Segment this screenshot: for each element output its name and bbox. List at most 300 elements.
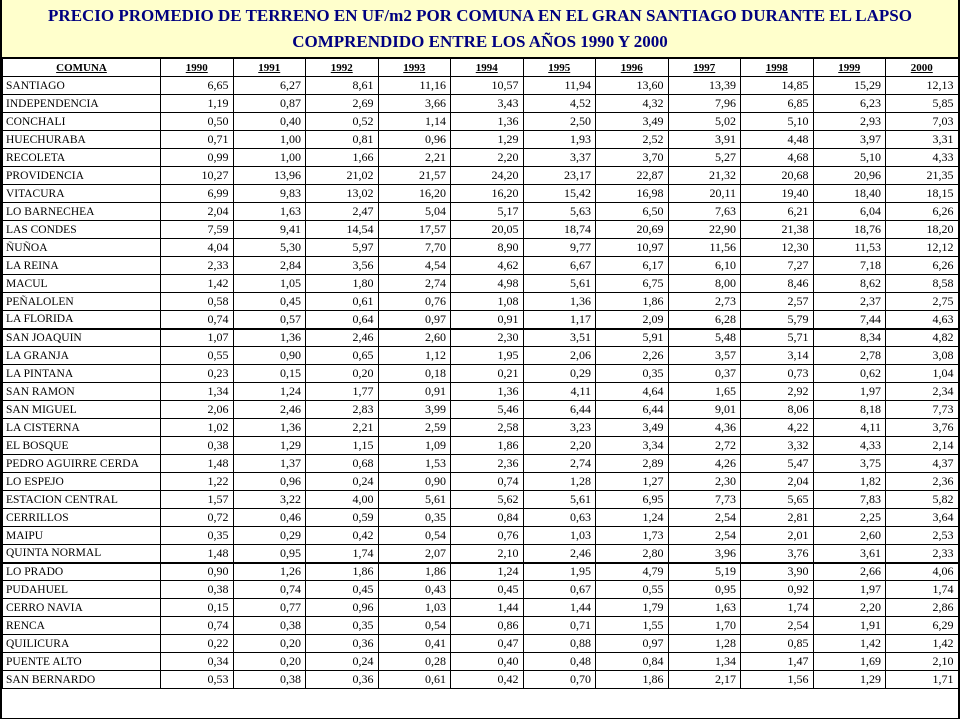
value-cell: 4,22 <box>741 419 814 437</box>
table-row <box>3 509 959 527</box>
value-cell: 5,85 <box>886 95 959 113</box>
value-cell: 0,24 <box>306 473 379 491</box>
value-cell: 0,47 <box>451 635 524 653</box>
table-row <box>3 599 959 617</box>
value-cell: 6,23 <box>813 95 886 113</box>
value-cell: 24,20 <box>451 167 524 185</box>
value-cell: 1,73 <box>596 527 669 545</box>
value-cell: 15,42 <box>523 185 596 203</box>
table-row <box>3 113 959 131</box>
value-cell: 0,46 <box>233 509 306 527</box>
column-header-year: 1998 <box>741 59 814 77</box>
value-cell: 4,32 <box>596 95 669 113</box>
value-cell: 1,29 <box>813 671 886 689</box>
value-cell: 2,37 <box>813 293 886 311</box>
value-cell: 0,95 <box>668 581 741 599</box>
value-cell: 5,48 <box>668 329 741 347</box>
value-cell: 6,10 <box>668 257 741 275</box>
value-cell: 0,91 <box>378 383 451 401</box>
value-cell: 2,07 <box>378 545 451 563</box>
value-cell: 2,54 <box>668 509 741 527</box>
value-cell: 0,45 <box>306 581 379 599</box>
value-cell: 4,11 <box>813 419 886 437</box>
value-cell: 3,49 <box>596 419 669 437</box>
value-cell: 4,48 <box>741 131 814 149</box>
value-cell: 1,44 <box>451 599 524 617</box>
value-cell: 1,86 <box>596 293 669 311</box>
value-cell: 0,64 <box>306 311 379 329</box>
value-cell: 1,42 <box>886 635 959 653</box>
table-row <box>3 257 959 275</box>
value-cell: 1,34 <box>668 653 741 671</box>
table-row <box>3 365 959 383</box>
value-cell: 1,03 <box>523 527 596 545</box>
value-cell: 3,64 <box>886 509 959 527</box>
table-row <box>3 275 959 293</box>
value-cell: 1,57 <box>161 491 234 509</box>
value-cell: 9,41 <box>233 221 306 239</box>
value-cell: 0,58 <box>161 293 234 311</box>
value-cell: 8,34 <box>813 329 886 347</box>
value-cell: 2,34 <box>886 383 959 401</box>
value-cell: 2,60 <box>813 527 886 545</box>
comuna-cell: PUENTE ALTO <box>3 653 161 671</box>
value-cell: 0,73 <box>741 365 814 383</box>
value-cell: 1,17 <box>523 311 596 329</box>
value-cell: 2,57 <box>741 293 814 311</box>
value-cell: 2,86 <box>886 599 959 617</box>
value-cell: 3,08 <box>886 347 959 365</box>
value-cell: 4,68 <box>741 149 814 167</box>
value-cell: 1,70 <box>668 617 741 635</box>
value-cell: 18,15 <box>886 185 959 203</box>
value-cell: 2,59 <box>378 419 451 437</box>
table-row <box>3 671 959 689</box>
value-cell: 0,71 <box>161 131 234 149</box>
value-cell: 0,35 <box>161 527 234 545</box>
value-cell: 2,06 <box>523 347 596 365</box>
value-cell: 0,38 <box>161 581 234 599</box>
value-cell: 0,41 <box>378 635 451 653</box>
value-cell: 1,69 <box>813 653 886 671</box>
value-cell: 18,40 <box>813 185 886 203</box>
value-cell: 1,71 <box>886 671 959 689</box>
value-cell: 5,65 <box>741 491 814 509</box>
value-cell: 7,70 <box>378 239 451 257</box>
title-line-1: PRECIO PROMEDIO DE TERRENO EN UF/m2 POR COMUNA EN EL GRAN SANTIAGO DURANTE EL LAPSO <box>48 6 912 25</box>
value-cell: 0,63 <box>523 509 596 527</box>
value-cell: 20,69 <box>596 221 669 239</box>
value-cell: 0,45 <box>233 293 306 311</box>
value-cell: 2,74 <box>523 455 596 473</box>
value-cell: 1,47 <box>741 653 814 671</box>
table-row <box>3 545 959 563</box>
value-cell: 2,78 <box>813 347 886 365</box>
value-cell: 1,82 <box>813 473 886 491</box>
value-cell: 3,75 <box>813 455 886 473</box>
value-cell: 0,28 <box>378 653 451 671</box>
comuna-cell: PUDAHUEL <box>3 581 161 599</box>
value-cell: 2,33 <box>886 545 959 563</box>
value-cell: 5,17 <box>451 203 524 221</box>
value-cell: 1,36 <box>233 419 306 437</box>
comuna-cell: SANTIAGO <box>3 77 161 95</box>
header-row <box>3 59 959 77</box>
table-row <box>3 617 959 635</box>
value-cell: 0,57 <box>233 311 306 329</box>
value-cell: 2,60 <box>378 329 451 347</box>
value-cell: 0,74 <box>451 473 524 491</box>
value-cell: 2,21 <box>378 149 451 167</box>
table-row <box>3 131 959 149</box>
table-row <box>3 329 959 347</box>
value-cell: 6,99 <box>161 185 234 203</box>
value-cell: 2,84 <box>233 257 306 275</box>
value-cell: 4,11 <box>523 383 596 401</box>
value-cell: 8,18 <box>813 401 886 419</box>
title-line-2: COMPRENDIDO ENTRE LOS AÑOS 1990 Y 2000 <box>292 32 668 51</box>
value-cell: 1,36 <box>233 329 306 347</box>
value-cell: 20,68 <box>741 167 814 185</box>
value-cell: 1,24 <box>451 563 524 581</box>
value-cell: 0,77 <box>233 599 306 617</box>
value-cell: 4,62 <box>451 257 524 275</box>
table-row <box>3 563 959 581</box>
value-cell: 6,17 <box>596 257 669 275</box>
value-cell: 0,59 <box>306 509 379 527</box>
value-cell: 5,62 <box>451 491 524 509</box>
value-cell: 9,83 <box>233 185 306 203</box>
column-header-year: 1990 <box>161 59 234 77</box>
comuna-cell: PEÑALOLEN <box>3 293 161 311</box>
value-cell: 5,19 <box>668 563 741 581</box>
value-cell: 12,30 <box>741 239 814 257</box>
value-cell: 2,83 <box>306 401 379 419</box>
value-cell: 5,71 <box>741 329 814 347</box>
value-cell: 8,58 <box>886 275 959 293</box>
value-cell: 1,42 <box>813 635 886 653</box>
price-table <box>2 58 959 689</box>
value-cell: 0,20 <box>306 365 379 383</box>
table-row <box>3 167 959 185</box>
comuna-cell: ÑUÑOA <box>3 239 161 257</box>
value-cell: 12,12 <box>886 239 959 257</box>
value-cell: 8,61 <box>306 77 379 95</box>
value-cell: 0,97 <box>596 635 669 653</box>
value-cell: 1,36 <box>451 383 524 401</box>
value-cell: 6,28 <box>668 311 741 329</box>
comuna-cell: QUINTA NORMAL <box>3 545 161 563</box>
comuna-cell: LA PINTANA <box>3 365 161 383</box>
comuna-cell: LO ESPEJO <box>3 473 161 491</box>
table-body <box>3 77 959 689</box>
value-cell: 1,28 <box>668 635 741 653</box>
value-cell: 2,66 <box>813 563 886 581</box>
value-cell: 16,20 <box>451 185 524 203</box>
value-cell: 0,86 <box>451 617 524 635</box>
value-cell: 11,16 <box>378 77 451 95</box>
value-cell: 4,00 <box>306 491 379 509</box>
value-cell: 10,27 <box>161 167 234 185</box>
value-cell: 2,30 <box>668 473 741 491</box>
value-cell: 2,10 <box>451 545 524 563</box>
value-cell: 21,35 <box>886 167 959 185</box>
value-cell: 3,37 <box>523 149 596 167</box>
value-cell: 10,97 <box>596 239 669 257</box>
value-cell: 2,10 <box>886 653 959 671</box>
value-cell: 0,42 <box>306 527 379 545</box>
value-cell: 0,15 <box>161 599 234 617</box>
value-cell: 2,33 <box>161 257 234 275</box>
value-cell: 3,23 <box>523 419 596 437</box>
table-row <box>3 401 959 419</box>
value-cell: 3,22 <box>233 491 306 509</box>
value-cell: 0,15 <box>233 365 306 383</box>
value-cell: 0,84 <box>451 509 524 527</box>
column-header-year: 1995 <box>523 59 596 77</box>
value-cell: 1,79 <box>596 599 669 617</box>
comuna-cell: QUILICURA <box>3 635 161 653</box>
value-cell: 1,29 <box>451 131 524 149</box>
value-cell: 4,79 <box>596 563 669 581</box>
value-cell: 3,43 <box>451 95 524 113</box>
value-cell: 2,54 <box>668 527 741 545</box>
value-cell: 0,48 <box>523 653 596 671</box>
value-cell: 1,42 <box>161 275 234 293</box>
value-cell: 2,47 <box>306 203 379 221</box>
column-header-year: 1994 <box>451 59 524 77</box>
value-cell: 6,67 <box>523 257 596 275</box>
value-cell: 5,61 <box>523 275 596 293</box>
value-cell: 0,34 <box>161 653 234 671</box>
value-cell: 3,91 <box>668 131 741 149</box>
value-cell: 1,77 <box>306 383 379 401</box>
value-cell: 0,71 <box>523 617 596 635</box>
value-cell: 6,44 <box>596 401 669 419</box>
value-cell: 2,30 <box>451 329 524 347</box>
table-row <box>3 149 959 167</box>
value-cell: 5,91 <box>596 329 669 347</box>
value-cell: 0,18 <box>378 365 451 383</box>
value-cell: 0,36 <box>306 635 379 653</box>
value-cell: 2,04 <box>741 473 814 491</box>
value-cell: 2,06 <box>161 401 234 419</box>
value-cell: 7,73 <box>668 491 741 509</box>
value-cell: 1,48 <box>161 545 234 563</box>
value-cell: 0,23 <box>161 365 234 383</box>
table-row <box>3 311 959 329</box>
value-cell: 0,96 <box>306 599 379 617</box>
comuna-cell: SAN BERNARDO <box>3 671 161 689</box>
value-cell: 10,57 <box>451 77 524 95</box>
value-cell: 0,38 <box>233 671 306 689</box>
comuna-cell: HUECHURABA <box>3 131 161 149</box>
value-cell: 2,04 <box>161 203 234 221</box>
value-cell: 21,57 <box>378 167 451 185</box>
value-cell: 4,64 <box>596 383 669 401</box>
value-cell: 2,36 <box>886 473 959 491</box>
value-cell: 1,22 <box>161 473 234 491</box>
value-cell: 2,21 <box>306 419 379 437</box>
comuna-cell: LO BARNECHEA <box>3 203 161 221</box>
value-cell: 0,76 <box>451 527 524 545</box>
value-cell: 1,53 <box>378 455 451 473</box>
comuna-cell: CERRO NAVIA <box>3 599 161 617</box>
value-cell: 7,03 <box>886 113 959 131</box>
value-cell: 4,98 <box>451 275 524 293</box>
table-row <box>3 635 959 653</box>
table-row <box>3 77 959 95</box>
value-cell: 0,53 <box>161 671 234 689</box>
value-cell: 5,47 <box>741 455 814 473</box>
value-cell: 6,21 <box>741 203 814 221</box>
value-cell: 0,29 <box>523 365 596 383</box>
value-cell: 1,27 <box>596 473 669 491</box>
value-cell: 22,90 <box>668 221 741 239</box>
value-cell: 0,68 <box>306 455 379 473</box>
table-row <box>3 239 959 257</box>
value-cell: 15,29 <box>813 77 886 95</box>
value-cell: 0,24 <box>306 653 379 671</box>
value-cell: 0,90 <box>161 563 234 581</box>
value-cell: 20,96 <box>813 167 886 185</box>
value-cell: 6,65 <box>161 77 234 95</box>
value-cell: 6,26 <box>886 257 959 275</box>
value-cell: 21,38 <box>741 221 814 239</box>
value-cell: 0,81 <box>306 131 379 149</box>
table-row <box>3 221 959 239</box>
value-cell: 5,02 <box>668 113 741 131</box>
value-cell: 8,06 <box>741 401 814 419</box>
value-cell: 1,34 <box>161 383 234 401</box>
value-cell: 7,73 <box>886 401 959 419</box>
value-cell: 0,50 <box>161 113 234 131</box>
value-cell: 3,76 <box>741 545 814 563</box>
table-row <box>3 95 959 113</box>
value-cell: 16,98 <box>596 185 669 203</box>
value-cell: 1,09 <box>378 437 451 455</box>
value-cell: 13,60 <box>596 77 669 95</box>
value-cell: 1,95 <box>451 347 524 365</box>
value-cell: 0,84 <box>596 653 669 671</box>
value-cell: 2,72 <box>668 437 741 455</box>
table-row <box>3 347 959 365</box>
value-cell: 1,37 <box>233 455 306 473</box>
value-cell: 0,62 <box>813 365 886 383</box>
value-cell: 7,63 <box>668 203 741 221</box>
value-cell: 4,26 <box>668 455 741 473</box>
value-cell: 5,30 <box>233 239 306 257</box>
value-cell: 8,62 <box>813 275 886 293</box>
comuna-cell: INDEPENDENCIA <box>3 95 161 113</box>
value-cell: 0,74 <box>161 311 234 329</box>
table-row <box>3 527 959 545</box>
table-row <box>3 455 959 473</box>
value-cell: 2,20 <box>523 437 596 455</box>
value-cell: 0,74 <box>161 617 234 635</box>
value-cell: 0,97 <box>378 311 451 329</box>
value-cell: 4,37 <box>886 455 959 473</box>
comuna-cell: PEDRO AGUIRRE CERDA <box>3 455 161 473</box>
comuna-cell: PROVIDENCIA <box>3 167 161 185</box>
value-cell: 0,55 <box>161 347 234 365</box>
value-cell: 6,85 <box>741 95 814 113</box>
value-cell: 0,65 <box>306 347 379 365</box>
value-cell: 6,04 <box>813 203 886 221</box>
value-cell: 6,75 <box>596 275 669 293</box>
value-cell: 0,70 <box>523 671 596 689</box>
value-cell: 4,54 <box>378 257 451 275</box>
value-cell: 2,46 <box>523 545 596 563</box>
value-cell: 0,21 <box>451 365 524 383</box>
column-header-comuna: COMUNA <box>3 59 161 77</box>
value-cell: 5,61 <box>523 491 596 509</box>
comuna-cell: CERRILLOS <box>3 509 161 527</box>
column-header-year: 1999 <box>813 59 886 77</box>
value-cell: 2,75 <box>886 293 959 311</box>
comuna-cell: CONCHALI <box>3 113 161 131</box>
table-row <box>3 203 959 221</box>
value-cell: 0,38 <box>161 437 234 455</box>
value-cell: 2,46 <box>233 401 306 419</box>
comuna-cell: RENCA <box>3 617 161 635</box>
value-cell: 1,86 <box>306 563 379 581</box>
value-cell: 3,66 <box>378 95 451 113</box>
value-cell: 2,74 <box>378 275 451 293</box>
value-cell: 1,12 <box>378 347 451 365</box>
value-cell: 6,27 <box>233 77 306 95</box>
value-cell: 2,17 <box>668 671 741 689</box>
value-cell: 1,63 <box>668 599 741 617</box>
value-cell: 6,50 <box>596 203 669 221</box>
value-cell: 21,32 <box>668 167 741 185</box>
value-cell: 11,53 <box>813 239 886 257</box>
value-cell: 19,40 <box>741 185 814 203</box>
column-header-year: 1991 <box>233 59 306 77</box>
value-cell: 1,44 <box>523 599 596 617</box>
value-cell: 0,95 <box>233 545 306 563</box>
table-row <box>3 383 959 401</box>
value-cell: 18,76 <box>813 221 886 239</box>
value-cell: 1,36 <box>451 113 524 131</box>
value-cell: 1,24 <box>596 509 669 527</box>
value-cell: 7,18 <box>813 257 886 275</box>
value-cell: 0,54 <box>378 527 451 545</box>
value-cell: 0,20 <box>233 635 306 653</box>
value-cell: 2,26 <box>596 347 669 365</box>
table-row <box>3 185 959 203</box>
value-cell: 18,20 <box>886 221 959 239</box>
value-cell: 0,76 <box>378 293 451 311</box>
value-cell: 13,39 <box>668 77 741 95</box>
value-cell: 6,95 <box>596 491 669 509</box>
table-row <box>3 653 959 671</box>
value-cell: 1,00 <box>233 131 306 149</box>
comuna-cell: LA GRANJA <box>3 347 161 365</box>
value-cell: 1,48 <box>161 455 234 473</box>
comuna-cell: SAN MIGUEL <box>3 401 161 419</box>
value-cell: 1,55 <box>596 617 669 635</box>
value-cell: 0,61 <box>378 671 451 689</box>
value-cell: 3,76 <box>886 419 959 437</box>
value-cell: 4,36 <box>668 419 741 437</box>
value-cell: 20,05 <box>451 221 524 239</box>
value-cell: 1,07 <box>161 329 234 347</box>
value-cell: 5,79 <box>741 311 814 329</box>
value-cell: 2,52 <box>596 131 669 149</box>
value-cell: 1,97 <box>813 581 886 599</box>
value-cell: 1,91 <box>813 617 886 635</box>
